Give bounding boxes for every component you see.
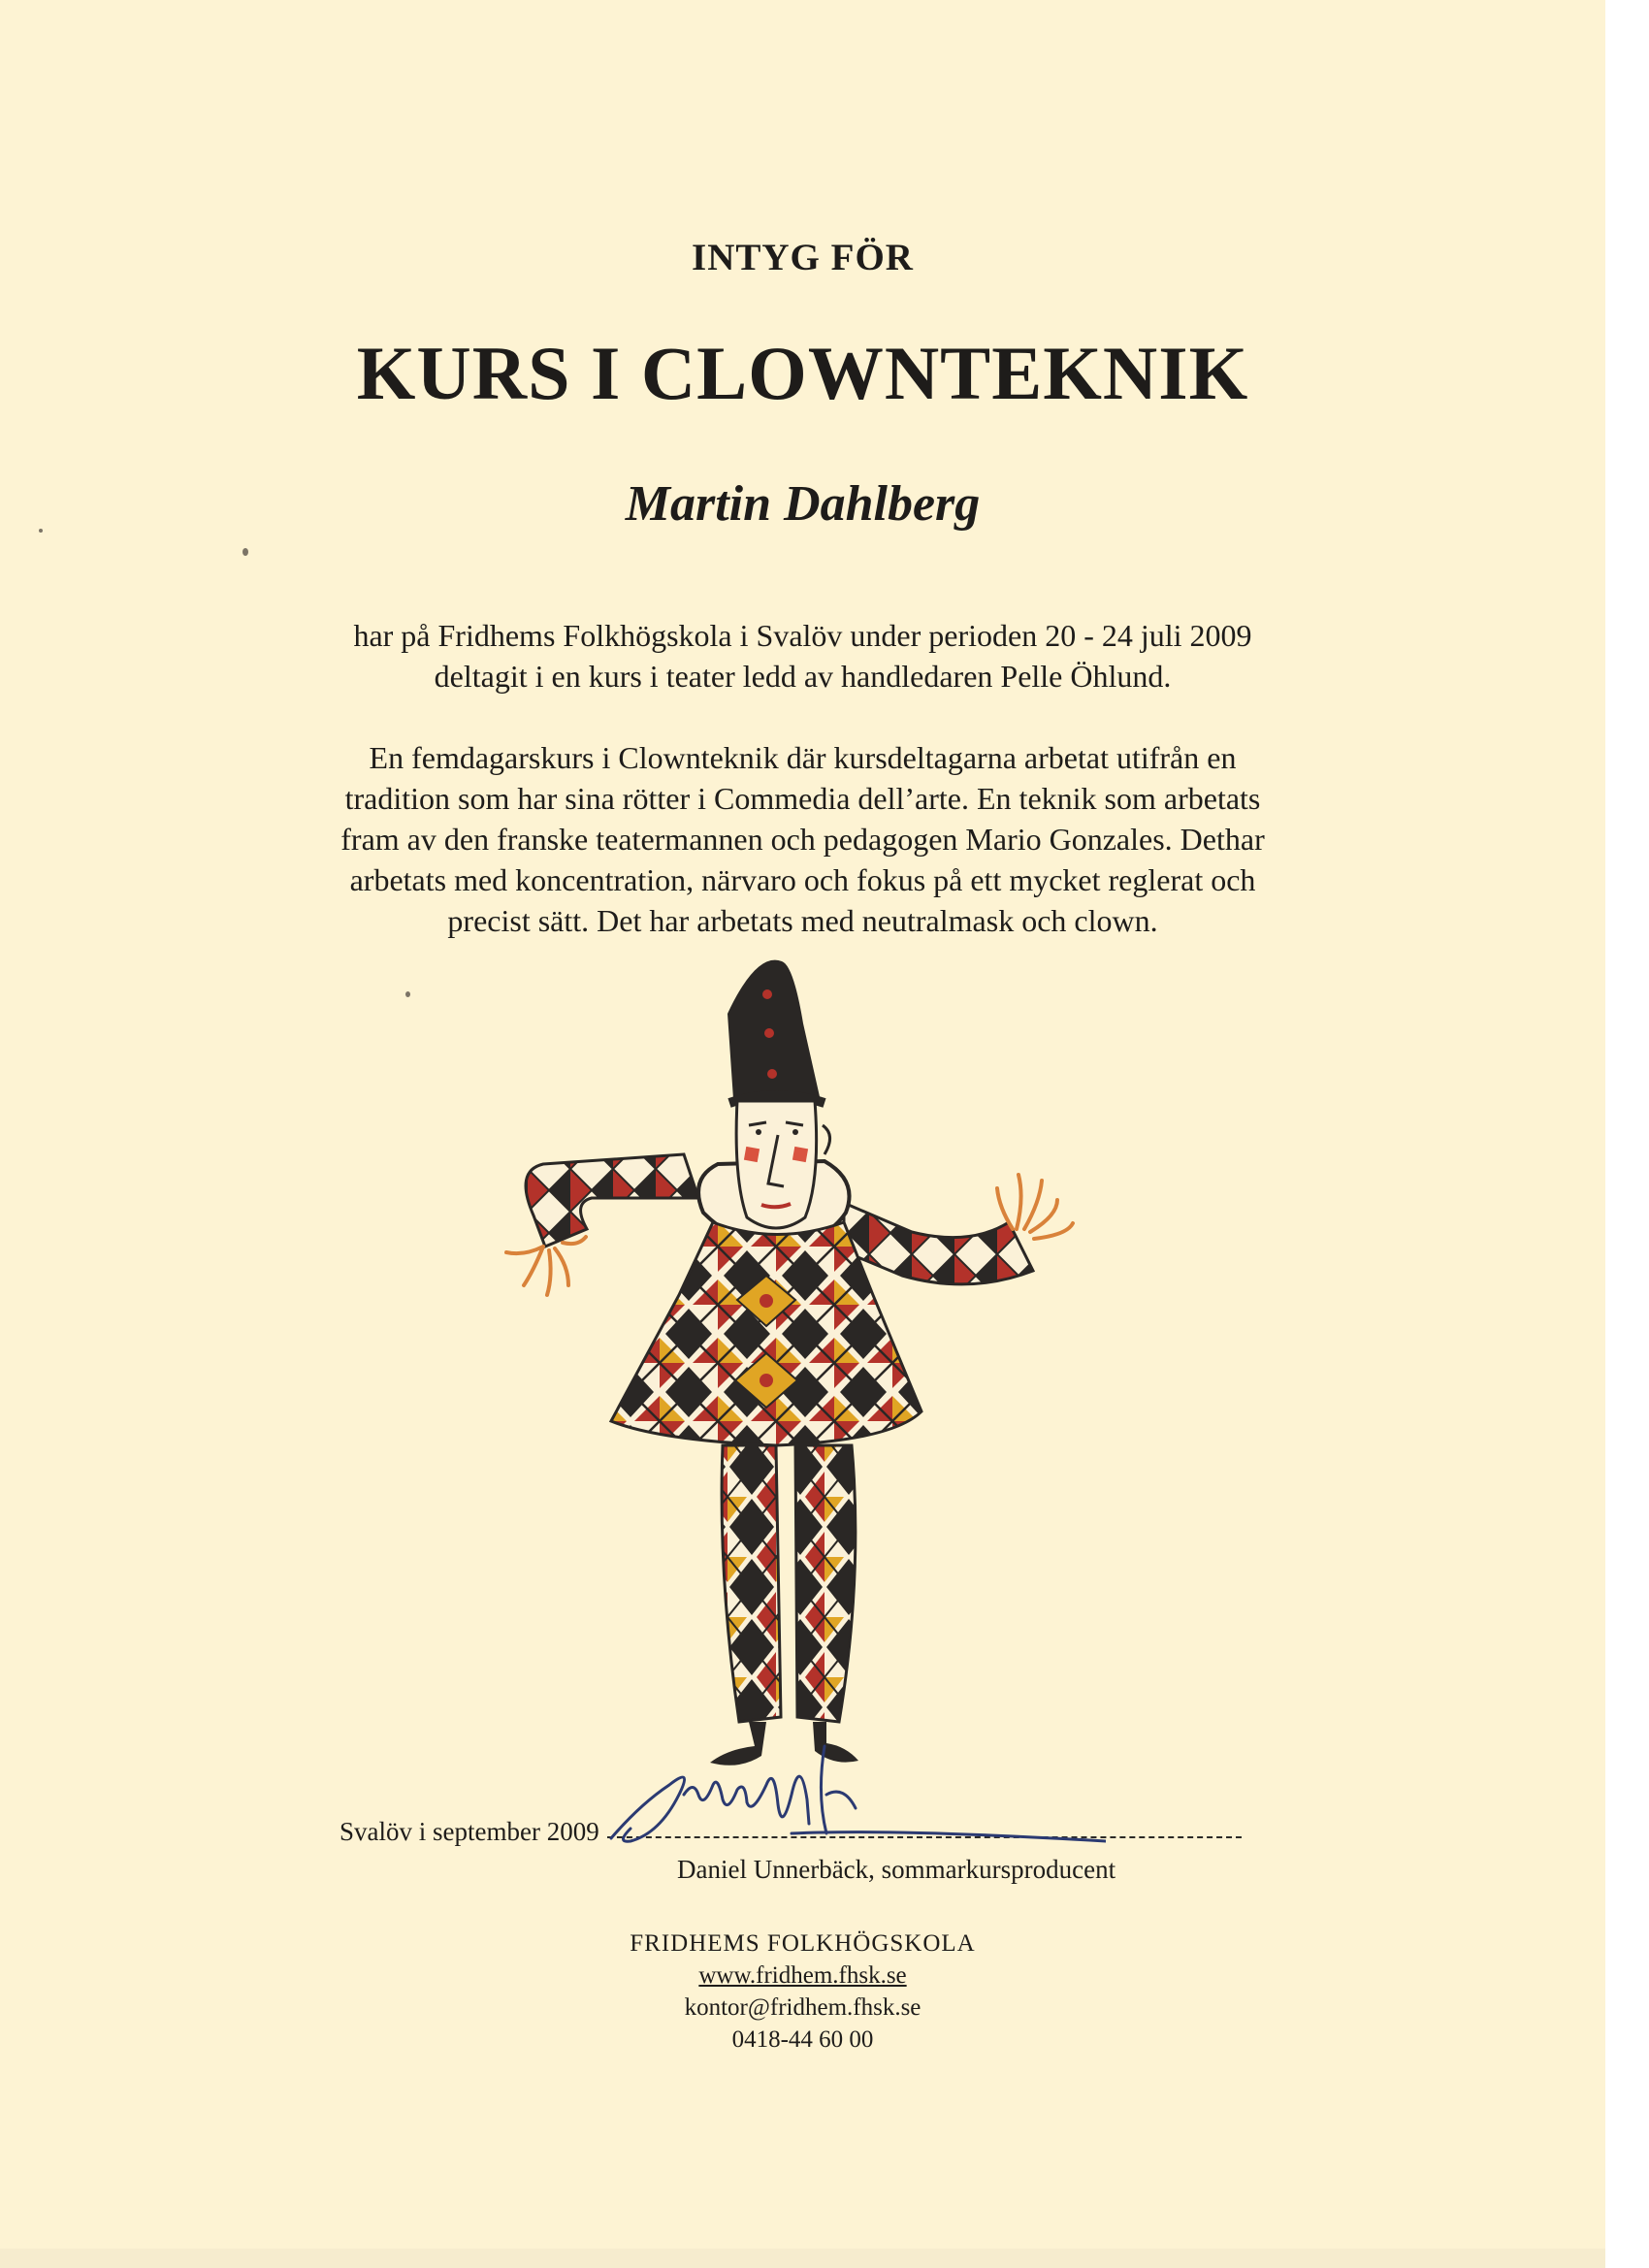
signer-name: Daniel Unnerbäck, sommarkursproducent [677,1855,1116,1884]
email-address: kontor@fridhem.fhsk.se [684,1994,922,2021]
paper-speck [39,529,43,533]
left-arm [526,1154,698,1247]
page-bottom-edge [0,2249,1605,2268]
hat-shape [728,960,821,1101]
left-leg [722,1445,781,1722]
course-description-line: fram av den franske teatermannen och pedagogen Mario Gonzales. Dethar [340,822,1265,857]
handwritten-signature [601,1727,1106,1853]
course-description-paragraph [281,737,1324,941]
school-name: FRIDHEMS FOLKHÖGSKOLA [630,1930,976,1957]
course-details-line: deltagit i en kurs i teater ledd av handledaren Pelle Öhlund. [434,659,1172,694]
phone-number: 0418-44 60 00 [731,2026,874,2053]
scan-margin [1605,0,1649,2268]
paper-speck [405,991,410,997]
harlequin-clown-illustration [485,956,1086,1809]
right-leg [795,1445,856,1722]
face [736,1101,817,1228]
paper-speck [242,548,248,556]
course-description-line: En femdagarskurs i Clownteknik där kursdeltagarna arbetat utifrån en [369,740,1237,775]
certificate-label: INTYG FÖR [692,237,914,278]
recipient-name: Martin Dahlberg [625,476,981,532]
course-details-paragraph [291,615,1314,697]
course-description-line: arbetats med koncentration, närvaro och fokus på ett mycket reglerat och [349,862,1256,897]
website-link[interactable]: www.fridhem.fhsk.se [698,1962,907,1989]
course-description-line: precist sätt. Det har arbetats med neutralmask och clown. [447,903,1158,938]
certificate-title: KURS I CLOWNTEKNIK [356,331,1249,415]
course-details-line: har på Fridhems Folkhögskola i Svalöv under perioden 20 - 24 juli 2009 [353,618,1252,653]
course-description-line: tradition som har sina rötter i Commedia dell’arte. En teknik som arbetats [344,781,1261,816]
place-date: Svalöv i september 2009 [340,1817,599,1846]
